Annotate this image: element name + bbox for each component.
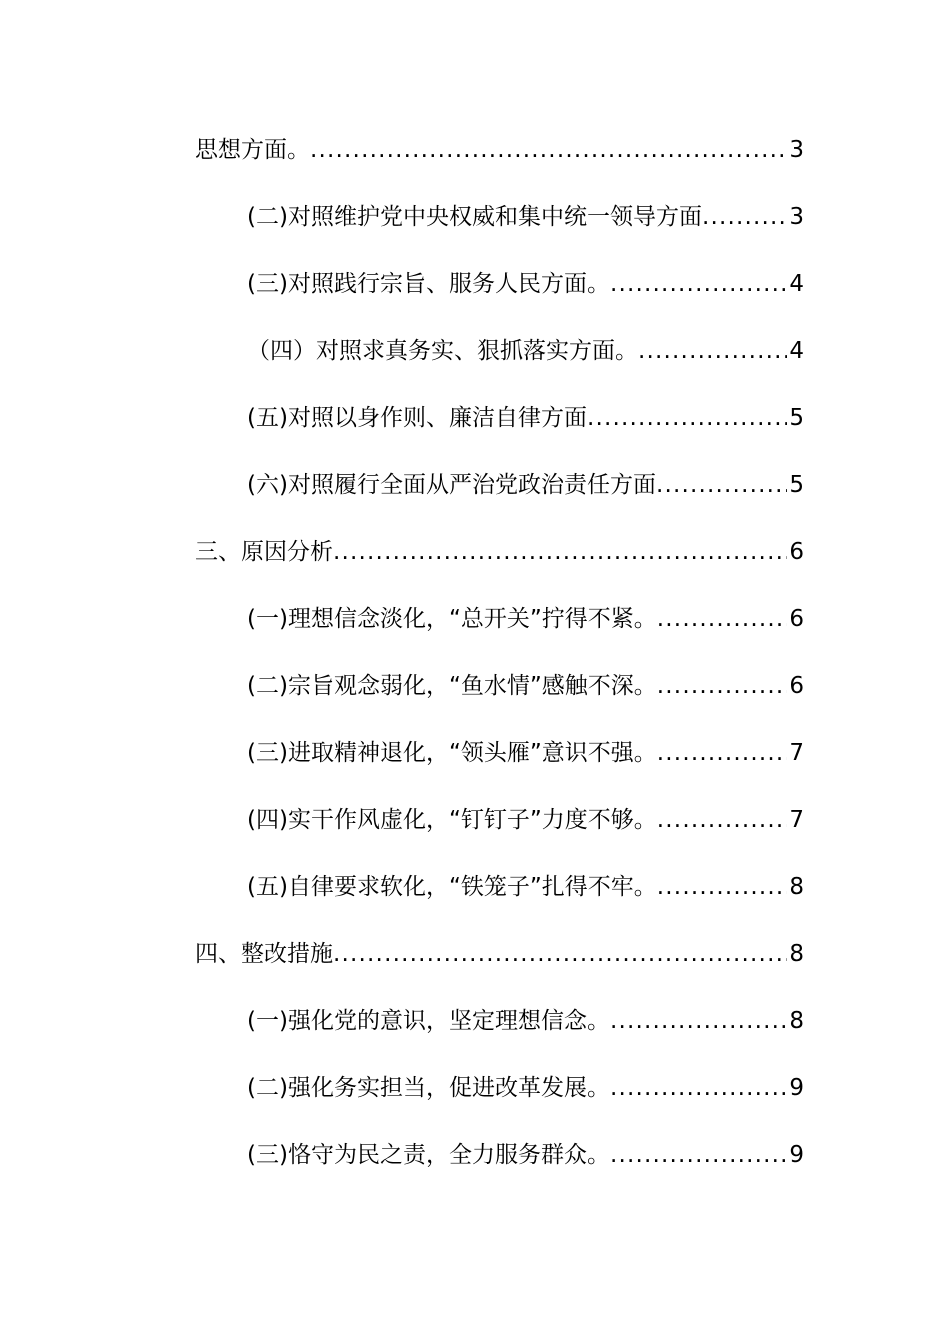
toc-entry <box>195 535 804 569</box>
toc-entry <box>247 1138 804 1172</box>
toc-page-number: 4 <box>789 338 804 364</box>
toc-entry <box>195 937 804 971</box>
toc-entry-text: （四）对照求真务实、狠抓落实方面。 <box>247 338 638 364</box>
dot-leader <box>657 736 788 770</box>
toc-page-number: 7 <box>789 807 804 833</box>
dot-leader <box>610 1138 787 1172</box>
dot-leader <box>656 468 787 502</box>
toc-entry <box>195 133 804 167</box>
dot-leader <box>638 334 787 368</box>
toc-entry-text: (六)对照履行全面从严治党政治责任方面 <box>247 472 656 498</box>
toc-entry-text: (一)理想信念淡化，“总开关”拧得不紧。 <box>247 606 657 632</box>
dot-leader <box>333 535 787 569</box>
toc-entry <box>247 267 804 301</box>
toc-entry-text: (一)强化党的意识，坚定理想信念。 <box>247 1008 610 1034</box>
toc-entry-text: (二)强化务实担当，促进改革发展。 <box>247 1075 610 1101</box>
toc-entry-text: (三)恪守为民之责，全力服务群众。 <box>247 1142 610 1168</box>
toc-entry-text: (二)对照维护党中央权威和集中统一领导方面 <box>247 204 702 230</box>
toc-entry-text: (二)宗旨观念弱化，“鱼水情”感触不深。 <box>247 673 657 699</box>
toc-page-number: 9 <box>789 1142 804 1168</box>
toc-page-number: 3 <box>789 137 804 163</box>
toc-entry <box>247 736 804 770</box>
toc-page-number: 5 <box>789 405 804 431</box>
toc-page-number: 6 <box>789 673 804 699</box>
dot-leader <box>310 133 787 167</box>
toc-page-number: 7 <box>789 740 804 766</box>
toc-page-number: 6 <box>789 539 804 565</box>
dot-leader <box>333 937 787 971</box>
dot-leader <box>657 803 788 837</box>
toc-entry <box>247 803 804 837</box>
toc-page-number: 6 <box>789 606 804 632</box>
toc-entry-text: 三、原因分析 <box>195 539 333 565</box>
toc-entry-text: (三)进取精神退化，“领头雁”意识不强。 <box>247 740 657 766</box>
toc-page-number: 8 <box>789 1008 804 1034</box>
dot-leader <box>610 267 787 301</box>
toc-entry-text: 思想方面。 <box>195 137 310 163</box>
toc-entry <box>247 200 804 234</box>
toc-page-number: 5 <box>789 472 804 498</box>
toc-entry <box>247 334 804 368</box>
toc-page-number: 9 <box>789 1075 804 1101</box>
toc-entry-text: 四、整改措施 <box>195 941 333 967</box>
dot-leader <box>587 401 787 435</box>
dot-leader <box>657 602 788 636</box>
dot-leader <box>702 200 787 234</box>
toc-entry-text: (四)实干作风虚化，“钉钉子”力度不够。 <box>247 807 657 833</box>
dot-leader <box>657 669 788 703</box>
toc-entry <box>247 1004 804 1038</box>
toc-entry <box>247 1071 804 1105</box>
toc-entry-text: (三)对照践行宗旨、服务人民方面。 <box>247 271 610 297</box>
toc-page-number: 8 <box>789 874 804 900</box>
toc-entry <box>247 401 804 435</box>
dot-leader <box>657 870 788 904</box>
toc-entry-text: (五)自律要求软化，“铁笼子”扎得不牢。 <box>247 874 657 900</box>
dot-leader <box>610 1004 787 1038</box>
toc-page-number: 8 <box>789 941 804 967</box>
toc-entry <box>247 602 804 636</box>
toc-entry <box>247 669 804 703</box>
toc-entry <box>247 870 804 904</box>
toc-page-number: 3 <box>789 204 804 230</box>
toc-page-number: 4 <box>789 271 804 297</box>
toc-entry <box>247 468 804 502</box>
toc-entry-text: (五)对照以身作则、廉洁自律方面 <box>247 405 587 431</box>
dot-leader <box>610 1071 787 1105</box>
